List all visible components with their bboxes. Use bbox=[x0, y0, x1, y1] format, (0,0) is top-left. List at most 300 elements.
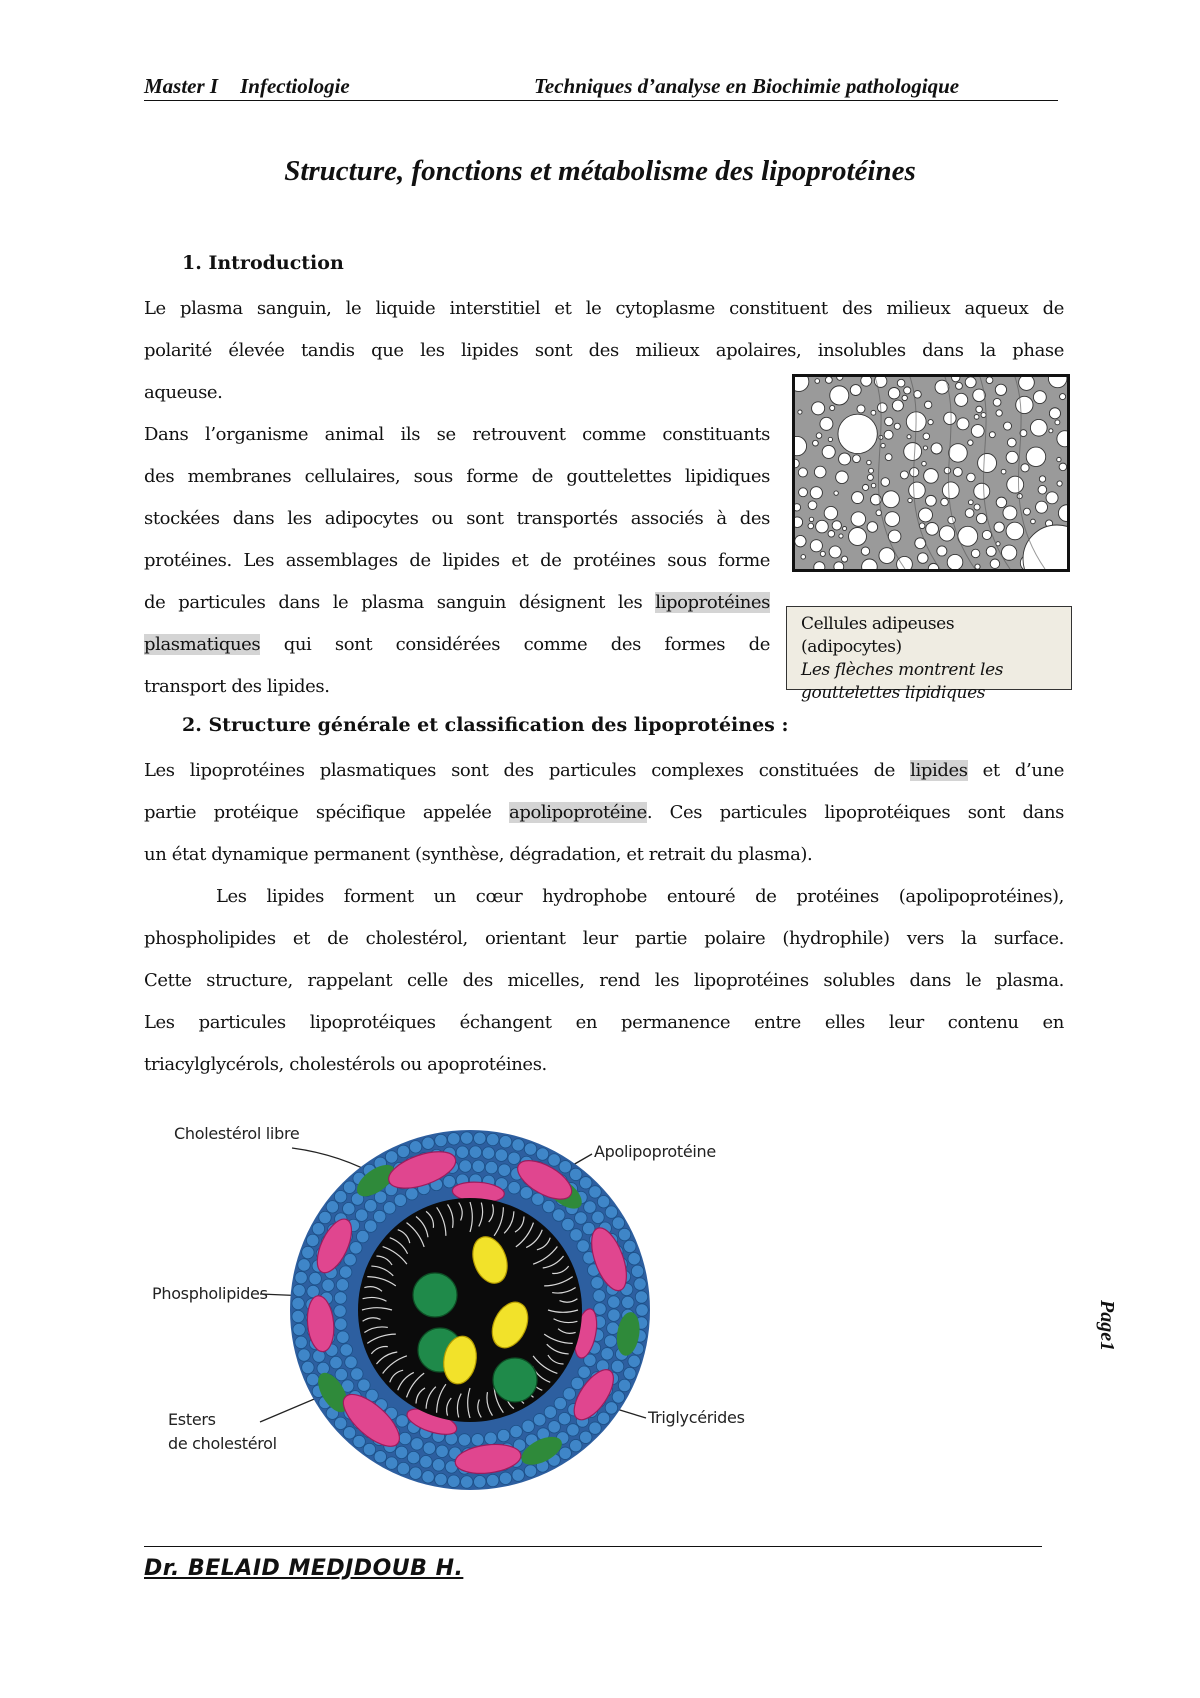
phospholipid-head bbox=[536, 1148, 548, 1160]
lipid-droplet bbox=[975, 564, 980, 569]
phospholipid-head bbox=[409, 1467, 421, 1479]
lipid-droplet bbox=[981, 413, 986, 418]
phospholipid-head bbox=[302, 1246, 314, 1258]
lipid-droplet bbox=[990, 559, 999, 568]
lipid-droplet bbox=[931, 443, 942, 454]
lipid-droplet bbox=[795, 535, 806, 546]
phospholipid-head bbox=[474, 1476, 486, 1488]
phospholipid-head bbox=[292, 1297, 304, 1309]
phospholipid-head bbox=[396, 1415, 408, 1427]
phospholipid-head bbox=[485, 1161, 497, 1173]
lipid-droplet bbox=[892, 400, 903, 411]
phospholipid-head bbox=[635, 1291, 647, 1303]
label-esters-line1: Esters bbox=[168, 1410, 216, 1429]
lipid-droplet bbox=[861, 547, 869, 555]
lipid-droplet bbox=[986, 377, 993, 384]
phospholipid-head bbox=[548, 1154, 560, 1166]
lipid-droplet bbox=[842, 556, 848, 562]
header-left bbox=[144, 74, 350, 99]
phospholipid-head bbox=[336, 1279, 348, 1291]
lipid-droplet bbox=[795, 517, 803, 528]
label-apolipoprotein: Apolipoprotéine bbox=[594, 1142, 716, 1161]
text-line: Dans l’organisme animal ils se retrouvent comme constituants bbox=[144, 424, 770, 445]
section1-paragraph2 bbox=[144, 414, 770, 708]
lipid-droplet bbox=[1001, 469, 1006, 474]
lipid-droplet bbox=[814, 562, 825, 569]
label-esters-line2: de cholestérol bbox=[168, 1434, 277, 1453]
phospholipid-head bbox=[317, 1362, 329, 1374]
lipid-droplet bbox=[1057, 481, 1062, 486]
phospholipid-head bbox=[340, 1344, 352, 1356]
lipid-droplet bbox=[830, 386, 849, 405]
lipid-droplet bbox=[908, 498, 912, 502]
phospholipid-head bbox=[580, 1431, 592, 1443]
phospholipid-head bbox=[435, 1473, 447, 1485]
section2-paragraph1 bbox=[144, 750, 1064, 876]
caption-line1: Les flèches montrent les bbox=[801, 660, 1004, 680]
text-line: des membranes cellulaires, sous forme de gouttelettes lipidiques bbox=[144, 466, 770, 487]
cholesterol-ester bbox=[413, 1273, 457, 1317]
phospholipid-head bbox=[298, 1349, 310, 1361]
lipid-droplet bbox=[857, 405, 865, 413]
phospholipid-head bbox=[383, 1202, 395, 1214]
phospholipid-head bbox=[420, 1456, 432, 1468]
lipid-droplet bbox=[907, 435, 911, 439]
lipid-droplet bbox=[853, 455, 861, 463]
lipid-droplet bbox=[879, 548, 895, 564]
phospholipid-head bbox=[597, 1195, 609, 1207]
phospholipid-head bbox=[397, 1145, 409, 1157]
phospholipid-head bbox=[374, 1451, 386, 1463]
phospholipid-head bbox=[334, 1417, 346, 1429]
lipid-droplet bbox=[939, 526, 954, 541]
phospholipid-head bbox=[487, 1474, 499, 1486]
lipid-droplet bbox=[922, 461, 927, 466]
lipid-droplet bbox=[888, 530, 901, 543]
lipid-droplet bbox=[904, 443, 922, 461]
phospholipid-head bbox=[330, 1356, 342, 1368]
lipid-droplet bbox=[828, 531, 835, 538]
phospholipid-head bbox=[293, 1284, 305, 1296]
lipid-droplet bbox=[1033, 391, 1046, 404]
lipid-droplet bbox=[894, 423, 900, 429]
lipid-droplet bbox=[885, 454, 892, 461]
lipid-droplet bbox=[1059, 463, 1067, 471]
phospholipid-head bbox=[406, 1188, 418, 1200]
phospholipid-head bbox=[487, 1133, 499, 1145]
phospholipid-head bbox=[580, 1177, 592, 1189]
phospholipid-head bbox=[399, 1432, 411, 1444]
phospholipid-head bbox=[335, 1318, 347, 1330]
section1-heading: 1. Introduction bbox=[182, 252, 344, 274]
lipid-droplet bbox=[923, 433, 930, 440]
phospholipid-head bbox=[358, 1379, 370, 1391]
lipid-droplet bbox=[877, 403, 887, 413]
text-line: transport des lipides. bbox=[144, 676, 330, 697]
label-free-cholesterol: Cholestérol libre bbox=[174, 1124, 300, 1143]
lipid-droplet bbox=[828, 437, 832, 441]
phospholipid-head bbox=[622, 1296, 634, 1308]
phospholipid-head bbox=[461, 1476, 473, 1488]
phospholipid-head bbox=[448, 1133, 460, 1145]
phospholipid-head bbox=[482, 1147, 494, 1159]
lipid-droplet bbox=[862, 484, 868, 490]
phospholipid-head bbox=[364, 1220, 376, 1232]
phospholipid-head bbox=[353, 1435, 365, 1447]
lipid-droplet bbox=[820, 551, 825, 556]
lipid-droplet bbox=[867, 460, 871, 464]
lipid-droplet bbox=[897, 556, 913, 569]
section2-paragraph2 bbox=[144, 876, 1064, 1086]
phospholipid-head bbox=[618, 1228, 630, 1240]
lipid-droplet bbox=[909, 482, 926, 499]
lipid-droplet bbox=[1060, 394, 1066, 400]
phospholipid-head bbox=[628, 1253, 640, 1265]
lipid-droplet bbox=[926, 495, 937, 506]
highlight-lipides: lipides bbox=[910, 760, 968, 781]
footer-rule bbox=[144, 1546, 1042, 1547]
lipid-droplet bbox=[881, 443, 885, 447]
lipid-droplet bbox=[967, 473, 976, 482]
phospholipid-head bbox=[508, 1152, 520, 1164]
lipid-droplet bbox=[996, 497, 1006, 507]
phospholipid-head bbox=[326, 1201, 338, 1213]
lipid-droplet bbox=[849, 528, 867, 546]
footer-author: Dr. BELAID MEDJDOUB H. bbox=[144, 1556, 464, 1581]
phospholipid-head bbox=[608, 1309, 620, 1321]
lipid-droplet bbox=[1006, 451, 1018, 463]
lipid-droplet bbox=[795, 504, 801, 511]
phospholipid-head bbox=[436, 1445, 448, 1457]
lipid-droplet bbox=[798, 468, 807, 477]
lipid-droplet bbox=[989, 432, 995, 438]
phospholipid-head bbox=[597, 1412, 609, 1424]
lipid-droplet bbox=[852, 492, 864, 504]
lipid-droplet bbox=[883, 491, 900, 508]
lipid-droplet bbox=[968, 440, 973, 445]
phospholipid-head bbox=[319, 1211, 331, 1223]
section2-heading: 2. Structure générale et classification des lipoprotéines : bbox=[182, 714, 789, 736]
phospholipid-head bbox=[571, 1377, 583, 1389]
phospholipid-head bbox=[607, 1322, 619, 1334]
lipid-droplet bbox=[978, 454, 997, 473]
phospholipid-head bbox=[355, 1209, 367, 1221]
lipid-droplet bbox=[949, 444, 968, 463]
phospholipid-head bbox=[558, 1412, 570, 1424]
phospholipid-head bbox=[343, 1181, 355, 1193]
phospholipid-head bbox=[634, 1278, 646, 1290]
phospholipid-head bbox=[562, 1218, 574, 1230]
lipid-droplet bbox=[1049, 429, 1053, 433]
lipid-droplet bbox=[974, 483, 990, 499]
phospholipid-head bbox=[544, 1406, 556, 1418]
phospholipid-head bbox=[631, 1265, 643, 1277]
phospholipid-head bbox=[344, 1253, 356, 1265]
adipocyte-micrograph bbox=[792, 374, 1070, 572]
lipid-droplet bbox=[974, 504, 980, 510]
running-header bbox=[144, 72, 1058, 101]
phospholipid-head bbox=[508, 1182, 520, 1194]
phospholipid-head bbox=[589, 1186, 601, 1198]
phospholipid-head bbox=[422, 1137, 434, 1149]
phospholipid-head bbox=[543, 1200, 555, 1212]
phospholipid-head bbox=[334, 1190, 346, 1202]
phospholipid-head bbox=[495, 1149, 507, 1161]
lipid-droplet bbox=[948, 516, 955, 523]
caption-title: Cellules adipeuses (adipocytes) bbox=[801, 614, 955, 657]
lipid-droplet bbox=[814, 466, 826, 478]
phospholipid-head bbox=[292, 1310, 304, 1322]
lipid-droplet bbox=[952, 377, 960, 382]
text-line bbox=[144, 624, 770, 666]
lipid-droplet bbox=[941, 498, 949, 506]
lipid-droplet bbox=[993, 398, 1001, 406]
phospholipid-head bbox=[548, 1421, 560, 1433]
phospholipid-head bbox=[554, 1397, 566, 1409]
phospholipid-head bbox=[337, 1331, 349, 1343]
lipid-droplet bbox=[834, 491, 838, 495]
phospholipid-head bbox=[298, 1259, 310, 1271]
phospholipid-head bbox=[592, 1211, 604, 1223]
lipid-droplet bbox=[928, 420, 933, 425]
phospholipid-head bbox=[510, 1425, 522, 1437]
lipid-droplet bbox=[867, 474, 873, 480]
phospholipid-head bbox=[570, 1439, 582, 1451]
lipid-droplet bbox=[971, 425, 984, 438]
lipid-droplet bbox=[881, 478, 890, 487]
lipid-droplet bbox=[809, 517, 813, 521]
phospholipid-head bbox=[605, 1206, 617, 1218]
phospholipid-head bbox=[343, 1202, 355, 1214]
lipid-droplet bbox=[801, 555, 805, 559]
phospholipid-head bbox=[334, 1292, 346, 1304]
phospholipid-head bbox=[578, 1366, 590, 1378]
phospholipid-head bbox=[605, 1402, 617, 1414]
phospholipid-head bbox=[570, 1168, 582, 1180]
phospholipid-head bbox=[443, 1175, 455, 1187]
lipid-droplet bbox=[1038, 485, 1047, 494]
lipid-droplet bbox=[871, 483, 875, 487]
lipid-droplet bbox=[884, 430, 893, 439]
lipid-droplet bbox=[816, 520, 829, 533]
lipid-droplet bbox=[968, 500, 973, 505]
phospholipid-head bbox=[498, 1164, 510, 1176]
phospholipid-head bbox=[524, 1465, 536, 1477]
lipid-droplet bbox=[902, 395, 907, 400]
lipid-droplet bbox=[944, 412, 956, 424]
text-line: Le plasma sanguin, le liquide interstitiel et le cytoplasme constituent des milieux aqueux de bbox=[144, 298, 1064, 319]
phospholipid-head bbox=[309, 1272, 321, 1284]
phospholipid-head bbox=[567, 1424, 579, 1436]
phospholipid-head bbox=[397, 1462, 409, 1474]
phospholipid-head bbox=[322, 1279, 334, 1291]
phospholipid-head bbox=[458, 1434, 470, 1446]
text-line: polarité élevée tandis que les lipides sont des milieux apolaires, insolubles dans la phase bbox=[144, 340, 1064, 361]
lipid-droplet bbox=[799, 488, 808, 497]
label-triglycerides: Triglycérides bbox=[648, 1408, 745, 1427]
lipid-droplet bbox=[851, 512, 866, 527]
text-run: et d’une bbox=[967, 760, 1064, 781]
text-run: . Ces particules lipoprotéiques sont dans bbox=[646, 802, 1065, 823]
text-run: Les lipoprotéines plasmatiques sont des particules complexes constituées de bbox=[144, 760, 911, 781]
lipid-droplet bbox=[813, 440, 819, 446]
phospholipid-head bbox=[618, 1379, 630, 1391]
phospholipid-head bbox=[512, 1139, 524, 1151]
phospholipid-head bbox=[407, 1451, 419, 1463]
text-line: un état dynamique permanent (synthèse, dégradation, et retrait du plasma). bbox=[144, 844, 813, 865]
phospholipid-head bbox=[524, 1143, 536, 1155]
phospholipid-head bbox=[553, 1209, 565, 1221]
phospholipid-head bbox=[306, 1234, 318, 1246]
lipid-droplet bbox=[871, 410, 876, 415]
lipid-droplet bbox=[1026, 447, 1045, 466]
phospholipid-head bbox=[589, 1422, 601, 1434]
lipid-droplet bbox=[1046, 492, 1058, 504]
phospholipid-head bbox=[306, 1373, 318, 1385]
lipid-droplet bbox=[924, 469, 939, 484]
text-run: qui sont considérées comme des formes de bbox=[260, 634, 770, 655]
lipid-droplet bbox=[820, 417, 833, 430]
phospholipid-head bbox=[295, 1336, 307, 1348]
text-line: stockées dans les adipocytes ou sont transportés associés à des bbox=[144, 508, 770, 529]
phospholipid-head bbox=[459, 1160, 471, 1172]
phospholipid-head bbox=[499, 1472, 511, 1484]
lipid-droplet bbox=[798, 410, 802, 414]
lipid-droplet bbox=[1016, 396, 1033, 413]
phospholipid-head bbox=[604, 1335, 616, 1347]
phospholipid-head bbox=[293, 1323, 305, 1335]
text-line bbox=[144, 792, 1064, 834]
phospholipid-head bbox=[302, 1361, 314, 1373]
lipid-droplet bbox=[918, 553, 929, 564]
phospholipid-head bbox=[432, 1459, 444, 1471]
text-run: partie protéique spécifique appelée bbox=[144, 802, 510, 823]
lipid-droplet bbox=[808, 523, 814, 529]
phospholipid-head bbox=[471, 1434, 483, 1446]
phospholipid-head bbox=[335, 1368, 347, 1380]
phospholipid-head bbox=[345, 1356, 357, 1368]
cholesterol-ester bbox=[493, 1358, 537, 1402]
highlight-lipoproteines: lipoprotéines bbox=[655, 592, 770, 613]
lipid-droplet bbox=[812, 402, 825, 415]
header-course: Techniques d’analyse en Biochimie pathologique bbox=[534, 74, 960, 98]
lipid-droplet bbox=[953, 468, 962, 477]
text-line: protéines. Les assemblages de lipides et de protéines sous forme bbox=[144, 550, 770, 571]
text-run: de particules dans le plasma sanguin désignent les bbox=[144, 592, 656, 613]
lipid-droplet bbox=[1007, 476, 1024, 493]
lipid-droplet bbox=[825, 377, 832, 383]
lipid-droplet bbox=[1003, 506, 1017, 520]
phospholipid-head bbox=[594, 1303, 606, 1315]
lipid-droplet bbox=[1004, 422, 1012, 430]
phospholipid-head bbox=[593, 1290, 605, 1302]
lipid-droplet bbox=[1023, 508, 1030, 515]
phospholipid-head bbox=[624, 1367, 636, 1379]
phospholipid-head bbox=[512, 1469, 524, 1481]
phospholipid-head bbox=[584, 1201, 596, 1213]
lipid-droplet bbox=[824, 506, 837, 519]
lipid-droplet bbox=[839, 534, 843, 538]
phospholipid-head bbox=[563, 1388, 575, 1400]
lipid-droplet bbox=[822, 445, 835, 458]
lipid-droplet bbox=[956, 382, 963, 389]
lipid-droplet bbox=[1057, 457, 1061, 461]
lipid-droplet bbox=[965, 377, 976, 388]
lipid-droplet bbox=[808, 501, 817, 510]
text-line bbox=[144, 750, 1064, 792]
lipid-droplet bbox=[1021, 464, 1029, 472]
lipid-droplet bbox=[810, 540, 822, 552]
text-line: phospholipides et de cholestérol, orientant leur partie polaire (hydrophile) vers la surface. bbox=[144, 928, 1064, 949]
text-line: Cette structure, rappelant celle des micelles, rend les lipoprotéines solubles dans le plasma. bbox=[144, 970, 1064, 991]
phospholipid-head bbox=[364, 1200, 376, 1212]
phospholipid-head bbox=[339, 1266, 351, 1278]
label-phospholipids: Phospholipides bbox=[152, 1284, 268, 1303]
lipid-droplet bbox=[1031, 519, 1036, 524]
phospholipid-head bbox=[570, 1229, 582, 1241]
header-program: Master I bbox=[144, 74, 219, 98]
lipid-droplet bbox=[836, 471, 849, 484]
phospholipid-head bbox=[295, 1271, 307, 1283]
phospholipid-head bbox=[394, 1194, 406, 1206]
phospholipid-head bbox=[533, 1414, 545, 1426]
lipid-droplet bbox=[955, 393, 968, 406]
phospholipid-head bbox=[520, 1187, 532, 1199]
phospholipid-head bbox=[522, 1420, 534, 1432]
phospholipid-head bbox=[612, 1391, 624, 1403]
lipid-droplet bbox=[850, 385, 861, 396]
phospholipid-head bbox=[343, 1427, 355, 1439]
phospholipid-head bbox=[385, 1457, 397, 1469]
lipid-droplet bbox=[947, 554, 963, 569]
text-line: triacylglycérols, cholestérols ou apoprotéines. bbox=[144, 1054, 547, 1075]
lipid-droplet bbox=[843, 526, 847, 530]
phospholipid-head bbox=[350, 1242, 362, 1254]
lipid-droplet bbox=[919, 508, 933, 522]
lipid-droplet bbox=[986, 546, 996, 556]
lipid-droplet bbox=[834, 562, 844, 569]
phospholipid-head bbox=[312, 1223, 324, 1235]
lipid-droplet bbox=[974, 415, 979, 420]
lipid-droplet bbox=[885, 512, 900, 527]
lipid-droplet bbox=[904, 387, 911, 394]
phospholipid-head bbox=[385, 1151, 397, 1163]
lipid-droplet bbox=[832, 521, 841, 530]
lipid-droplet bbox=[937, 546, 947, 556]
lipid-droplet bbox=[982, 530, 991, 539]
phospholipid-head bbox=[351, 1368, 363, 1380]
phospholipid-head bbox=[456, 1146, 468, 1158]
lipid-droplet bbox=[816, 433, 822, 439]
lipid-droplet bbox=[976, 406, 982, 412]
phospholipid-head bbox=[422, 1471, 434, 1483]
highlight-apolipoproteine: apolipoprotéine bbox=[509, 802, 647, 823]
phospholipid-head bbox=[497, 1429, 509, 1441]
phospholipid-head bbox=[435, 1134, 447, 1146]
lipid-droplet bbox=[924, 401, 931, 408]
phospholipid-head bbox=[628, 1355, 640, 1367]
lipid-droplet bbox=[810, 487, 822, 499]
lipid-droplet bbox=[1006, 522, 1024, 540]
lipid-droplet bbox=[1007, 438, 1016, 447]
phospholipid-head bbox=[334, 1305, 346, 1317]
phospholipid-head bbox=[624, 1240, 636, 1252]
phospholipid-head bbox=[395, 1446, 407, 1458]
lipid-droplet bbox=[995, 384, 1006, 395]
text-line: Les lipides forment un cœur hydrophobe entouré de protéines (apolipoprotéines), bbox=[216, 886, 1064, 907]
phospholipid-head bbox=[611, 1360, 623, 1372]
lipid-droplet bbox=[1002, 545, 1017, 560]
